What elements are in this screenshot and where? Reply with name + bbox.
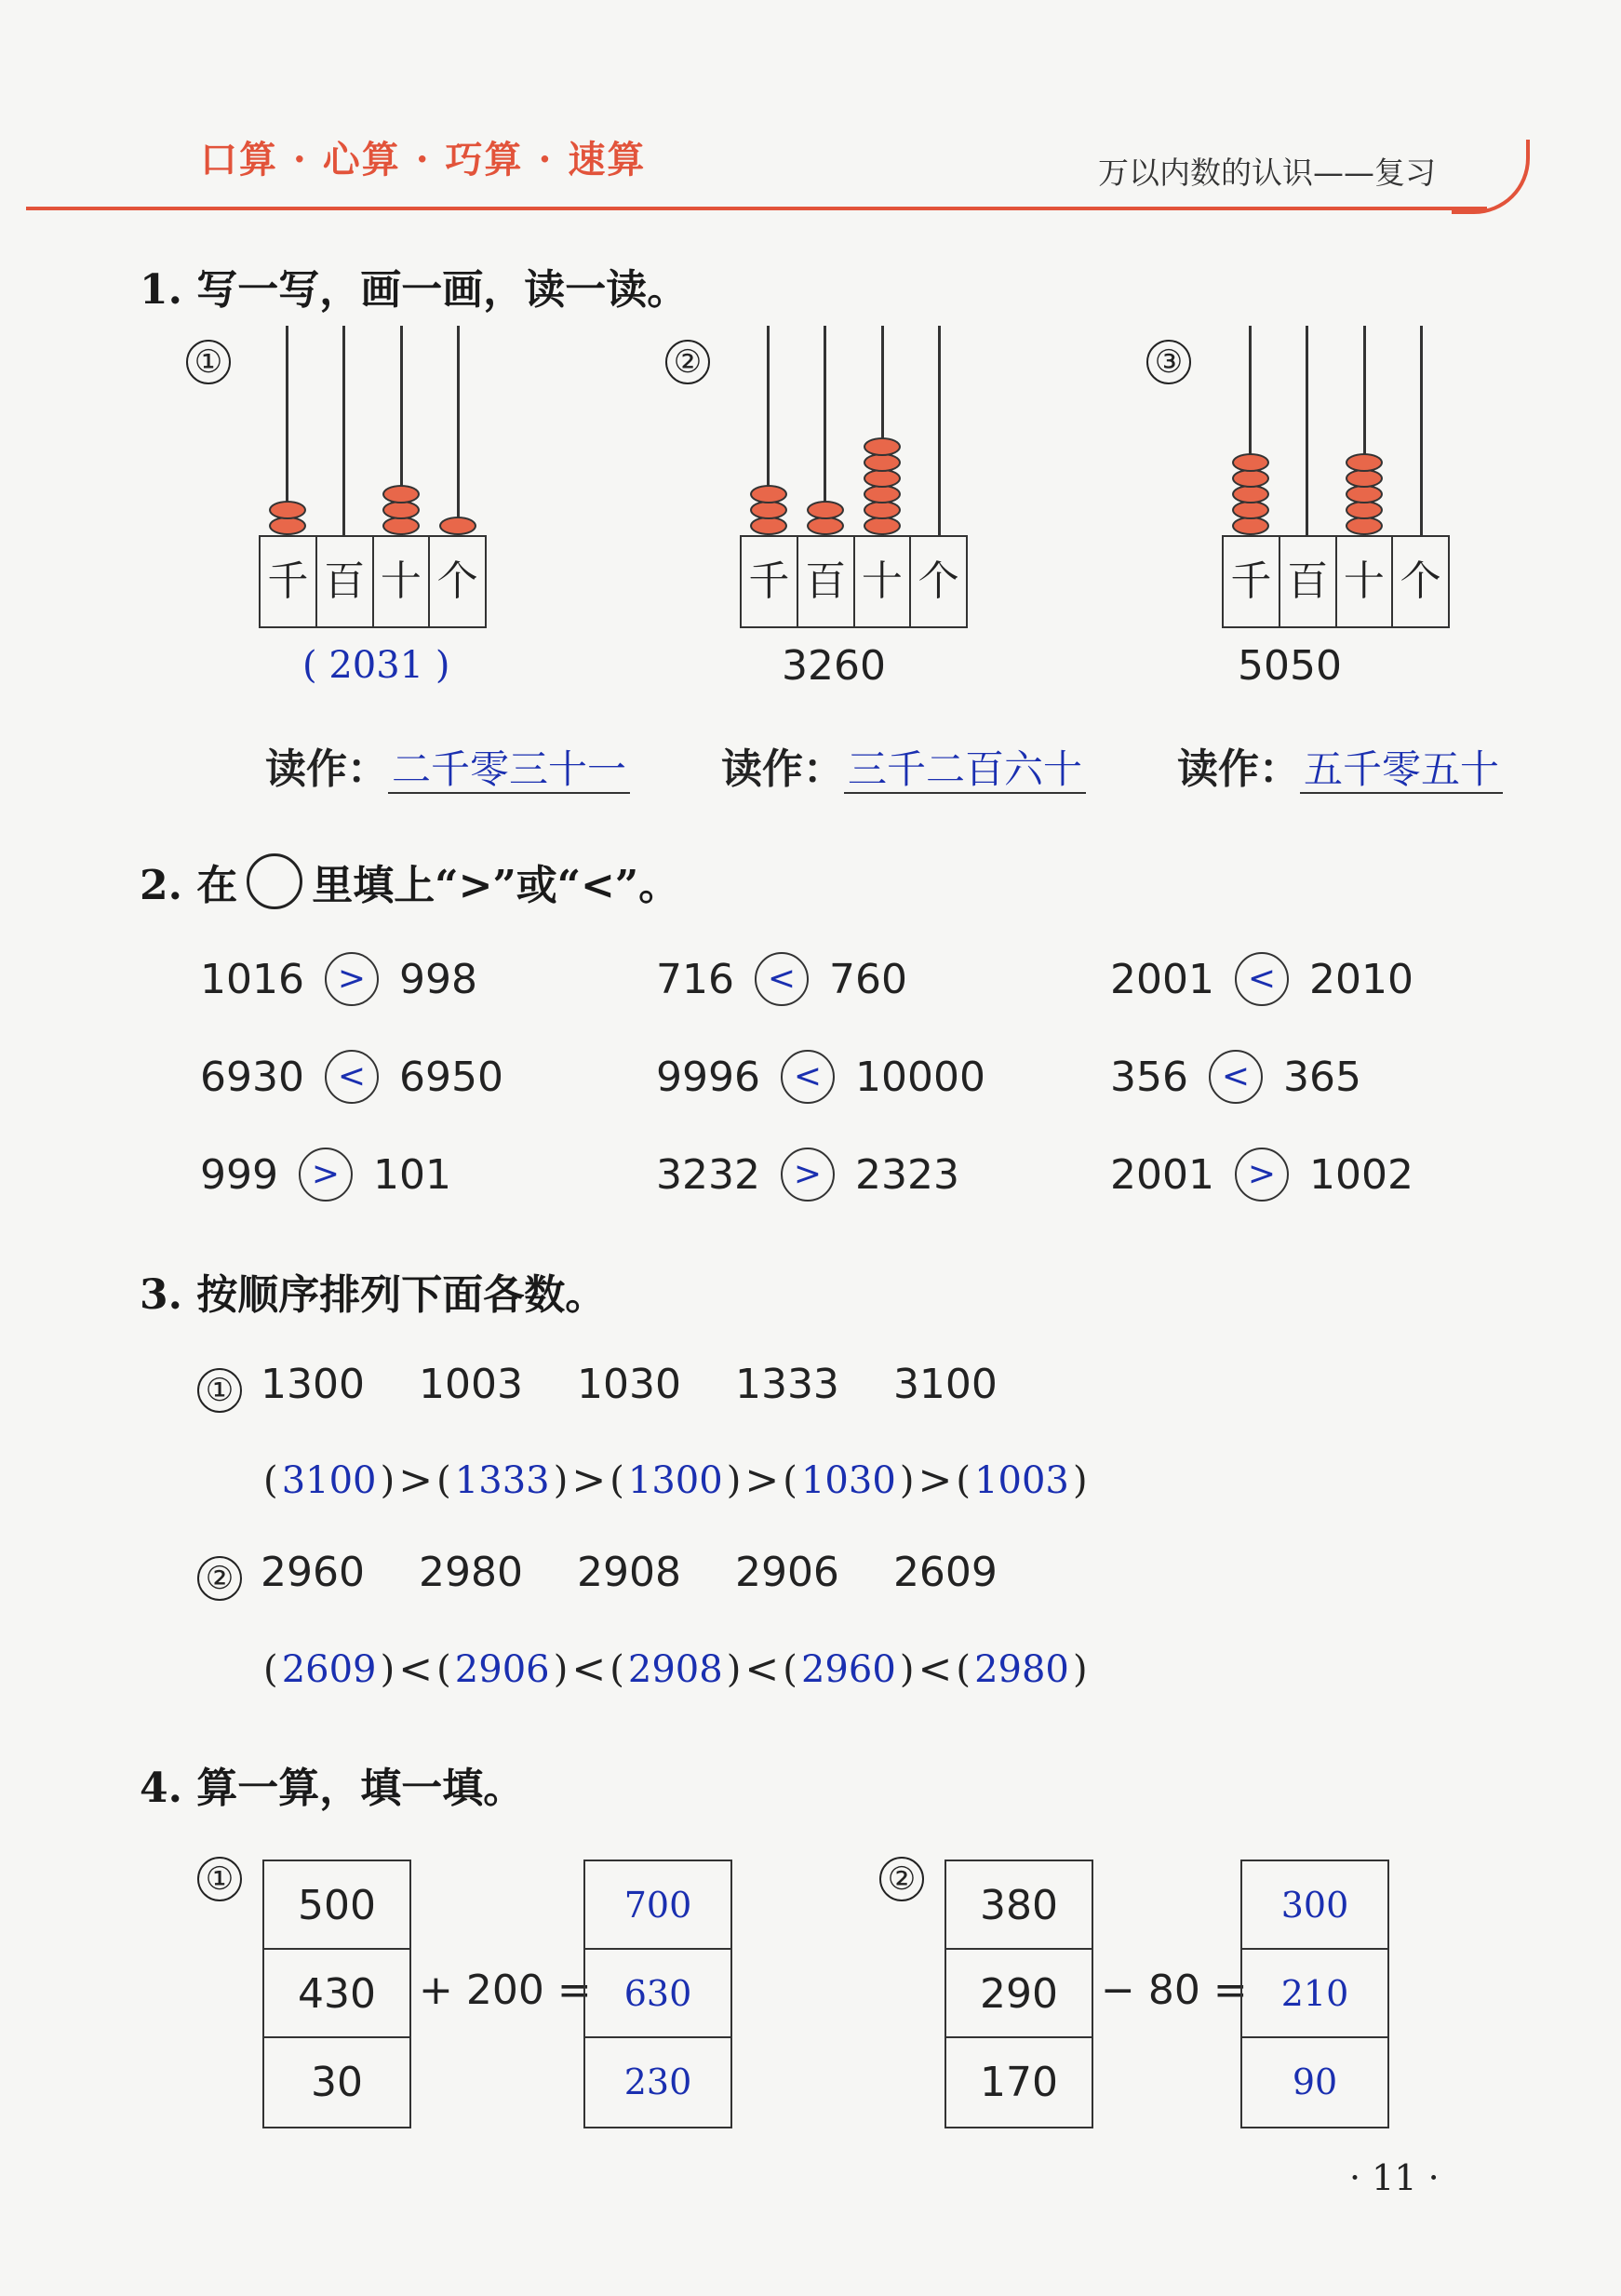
comparison-item xyxy=(1110,952,1413,1006)
abacus-3-bead xyxy=(1232,453,1269,472)
comparison-item xyxy=(1110,1050,1361,1104)
paren-close: ) xyxy=(380,1458,395,1502)
abacus-1-rod xyxy=(457,326,460,535)
abacus-3-bead xyxy=(1346,517,1383,535)
comparison-answer-circle: < xyxy=(325,1050,379,1104)
comparison-item xyxy=(200,1050,503,1104)
place-label: 百 xyxy=(798,537,855,626)
abacus-1-bead xyxy=(382,517,420,535)
comparison-item xyxy=(656,952,907,1006)
abacus-1-value: ( 2031 ) xyxy=(302,644,450,687)
place-label: 千 xyxy=(261,537,317,626)
comparison-item xyxy=(656,1050,985,1104)
abacus-2-bead xyxy=(807,517,844,535)
abacus-2-bead xyxy=(864,517,901,535)
abacus-3-bead xyxy=(1346,501,1383,519)
q3-title: 3. 按顺序排列下面各数。 xyxy=(140,1271,607,1319)
abacus-3-label: ③ xyxy=(1146,340,1191,384)
q3-part1-label: ① xyxy=(197,1368,242,1413)
abacus-3-bead xyxy=(1232,469,1269,488)
comparison-right: 760 xyxy=(828,955,907,1003)
q3-answer-value: 1333 xyxy=(454,1458,550,1502)
paren-open: ( xyxy=(956,1458,971,1502)
comparison-right: 6950 xyxy=(398,1053,503,1101)
q2-title-end: 里填上“>”或“<”。 xyxy=(312,862,680,909)
abacus-2-bead xyxy=(750,501,787,519)
order-symbol: < xyxy=(571,1645,607,1693)
abacus-1-rod xyxy=(342,326,345,535)
comparison-answer-circle: > xyxy=(299,1148,353,1202)
order-symbol: > xyxy=(918,1457,953,1504)
order-symbol: < xyxy=(744,1645,780,1693)
abacus-3-place-box xyxy=(1222,535,1450,628)
abacus-3-rod xyxy=(1306,326,1308,535)
read-2-label: 读作： xyxy=(721,745,844,793)
q4-t2-out-0: 300 xyxy=(1242,1861,1387,1950)
q4-t2-out-1: 210 xyxy=(1242,1950,1387,2038)
abacus-2-rod xyxy=(938,326,941,535)
q1-title: 1. 写一写，画一画，读一读。 xyxy=(140,266,689,314)
read-3 xyxy=(1177,735,1503,795)
read-1-label: 读作： xyxy=(265,745,388,793)
paren-open: ( xyxy=(436,1647,451,1691)
comparison-left: 2001 xyxy=(1110,1150,1214,1199)
comparison-right: 101 xyxy=(372,1150,451,1199)
comparison-left: 1016 xyxy=(200,955,304,1003)
abacus-3-value: 5050 xyxy=(1238,642,1342,690)
paren-open: ( xyxy=(263,1458,278,1502)
abacus-1-bead xyxy=(382,501,420,519)
comparison-right: 2323 xyxy=(854,1150,959,1199)
abacus-2-bead xyxy=(750,517,787,535)
read-3-label: 读作： xyxy=(1177,745,1300,793)
place-label: 千 xyxy=(742,537,798,626)
q3-answer-value: 2908 xyxy=(627,1647,723,1691)
comparison-answer-circle: < xyxy=(755,952,809,1006)
paren-close: ) xyxy=(1072,1458,1088,1502)
paren-close: ) xyxy=(380,1647,395,1691)
read-3-answer: 五千零五十 xyxy=(1300,746,1503,794)
q4-t2-out-2: 90 xyxy=(1292,2061,1338,2102)
comparison-answer-circle: > xyxy=(781,1148,835,1202)
q4-part1-label: ① xyxy=(197,1857,242,1901)
comparison-answer-circle: < xyxy=(1235,952,1289,1006)
paren-close: ) xyxy=(899,1458,915,1502)
place-label: 个 xyxy=(436,557,478,605)
abacus-2-bead xyxy=(864,453,901,472)
abacus-1-bead xyxy=(439,517,476,535)
abacus-2-bead xyxy=(807,501,844,519)
q3-number: 1003 xyxy=(418,1361,523,1408)
paren-close: ) xyxy=(553,1647,569,1691)
q4-table1-input xyxy=(262,1860,411,2128)
comparison-item xyxy=(200,952,477,1006)
order-symbol: > xyxy=(744,1457,780,1504)
paren-close: ) xyxy=(553,1458,569,1502)
paren-close: ) xyxy=(726,1647,742,1691)
q2-title-circle xyxy=(247,853,302,909)
q4-table1-operation: + 200 = xyxy=(419,1967,592,2014)
q2-title xyxy=(140,852,679,911)
paren-close: ) xyxy=(726,1458,742,1502)
header-rule-curve xyxy=(1452,140,1530,214)
q4-table2-output xyxy=(1240,1860,1389,2128)
paren-open: ( xyxy=(436,1458,451,1502)
q4-t2-in-0: 380 xyxy=(946,1861,1092,1950)
q3-answer-value: 3100 xyxy=(281,1458,377,1502)
q3-number: 3100 xyxy=(892,1361,998,1408)
header-left: 口算 · 心算 · 巧算 · 速算 xyxy=(200,138,647,181)
comparison-right: 365 xyxy=(1282,1053,1361,1101)
abacus-3-bead xyxy=(1232,517,1269,535)
abacus-2-bead xyxy=(750,485,787,504)
q3-answer-value: 1030 xyxy=(800,1458,896,1502)
q3-part1-numbers xyxy=(261,1361,998,1408)
q3-number: 1300 xyxy=(261,1361,365,1408)
comparison-right: 2010 xyxy=(1308,955,1413,1003)
q3-number: 2908 xyxy=(576,1549,681,1596)
place-label: 个 xyxy=(1400,557,1441,605)
comparison-right: 10000 xyxy=(854,1053,985,1101)
read-1 xyxy=(265,735,630,795)
q3-part2-label: ② xyxy=(197,1556,242,1601)
q4-t1-out-1: 630 xyxy=(585,1950,730,2038)
comparison-left: 716 xyxy=(656,955,734,1003)
paren-open: ( xyxy=(783,1458,797,1502)
q3-number: 2609 xyxy=(892,1549,998,1596)
comparison-answer-circle: < xyxy=(1209,1050,1263,1104)
paren-open: ( xyxy=(610,1647,624,1691)
q3-part2-answer xyxy=(263,1645,1088,1693)
place-label: 十 xyxy=(1337,537,1394,626)
read-2-answer: 三千二百六十 xyxy=(844,746,1086,794)
paren-close: ) xyxy=(1072,1647,1088,1691)
q3-number: 2906 xyxy=(734,1549,839,1596)
place-label: 千 xyxy=(1224,537,1280,626)
q3-answer-value: 2980 xyxy=(974,1647,1069,1691)
abacus-3-bead xyxy=(1346,485,1383,504)
abacus-3-bead xyxy=(1232,485,1269,504)
abacus-1-label: ① xyxy=(186,340,231,384)
q4-t2-in-1: 290 xyxy=(946,1950,1092,2038)
paren-open: ( xyxy=(956,1647,971,1691)
comparison-left: 356 xyxy=(1110,1053,1188,1101)
q4-part2-label: ② xyxy=(879,1857,924,1901)
comparison-left: 2001 xyxy=(1110,955,1214,1003)
q4-t1-out-2: 230 xyxy=(623,2061,692,2102)
read-2 xyxy=(721,735,1086,795)
abacus-3-bead xyxy=(1346,453,1383,472)
comparison-left: 9996 xyxy=(656,1053,760,1101)
q4-table1-output xyxy=(583,1860,732,2128)
q4-t1-in-2: 30 xyxy=(311,2059,363,2106)
comparison-answer-circle: > xyxy=(325,952,379,1006)
comparison-left: 6930 xyxy=(200,1053,304,1101)
place-label: 百 xyxy=(317,537,374,626)
abacus-3-rod xyxy=(1420,326,1423,535)
comparison-item xyxy=(200,1148,451,1202)
abacus-2-place-box xyxy=(740,535,968,628)
abacus-1-bead xyxy=(382,485,420,504)
read-1-answer: 二千零三十一 xyxy=(388,746,630,794)
abacus-2-bead xyxy=(864,469,901,488)
q3-answer-value: 2960 xyxy=(800,1647,896,1691)
q4-t1-out-0: 700 xyxy=(585,1861,730,1950)
q4-title: 4. 算一算，填一填。 xyxy=(140,1765,525,1812)
abacus-1-place-box xyxy=(259,535,487,628)
abacus-2-bead xyxy=(864,437,901,456)
q3-number: 1030 xyxy=(576,1361,681,1408)
header-rule xyxy=(26,207,1487,210)
comparison-item xyxy=(656,1148,959,1202)
comparison-right: 998 xyxy=(398,955,477,1003)
place-label: 个 xyxy=(918,557,959,605)
page-number: · 11 · xyxy=(1349,2157,1440,2198)
comparison-right: 1002 xyxy=(1308,1150,1413,1199)
order-symbol: > xyxy=(398,1457,434,1504)
abacus-2-bead xyxy=(864,485,901,504)
place-label: 十 xyxy=(855,537,912,626)
q4-table2-operation: − 80 = xyxy=(1101,1967,1248,2014)
order-symbol: < xyxy=(918,1645,953,1693)
q3-answer-value: 2609 xyxy=(281,1647,377,1691)
q3-answer-value: 2906 xyxy=(454,1647,550,1691)
q2-title-start: 2. 在 xyxy=(140,862,238,909)
q4-t1-in-1: 430 xyxy=(264,1950,409,2038)
abacus-2-label: ② xyxy=(665,340,710,384)
paren-close: ) xyxy=(899,1647,915,1691)
abacus-3-bead xyxy=(1346,469,1383,488)
comparison-answer-circle: > xyxy=(1235,1148,1289,1202)
q3-number: 2980 xyxy=(418,1549,523,1596)
abacus-2-bead xyxy=(864,501,901,519)
paren-open: ( xyxy=(263,1647,278,1691)
order-symbol: > xyxy=(571,1457,607,1504)
abacus-2-value: 3260 xyxy=(782,642,886,690)
comparison-answer-circle: < xyxy=(781,1050,835,1104)
abacus-1-bead xyxy=(269,517,306,535)
q3-part2-numbers xyxy=(261,1549,998,1596)
paren-open: ( xyxy=(610,1458,624,1502)
place-label: 百 xyxy=(1280,537,1337,626)
abacus-3-bead xyxy=(1232,501,1269,519)
q4-table2-input xyxy=(944,1860,1093,2128)
abacus-1-bead xyxy=(269,501,306,519)
comparison-left: 999 xyxy=(200,1150,278,1199)
place-label: 十 xyxy=(374,537,431,626)
q3-number: 2960 xyxy=(261,1549,365,1596)
q3-number: 1333 xyxy=(734,1361,839,1408)
q3-answer-value: 1300 xyxy=(627,1458,723,1502)
q3-part1-answer xyxy=(263,1457,1088,1504)
q4-t2-in-2: 170 xyxy=(980,2059,1058,2106)
comparison-left: 3232 xyxy=(656,1150,760,1199)
comparison-item xyxy=(1110,1148,1413,1202)
q4-t1-in-0: 500 xyxy=(264,1861,409,1950)
paren-open: ( xyxy=(783,1647,797,1691)
order-symbol: < xyxy=(398,1645,434,1693)
header-right: 万以内数的认识——复习 xyxy=(1098,154,1436,191)
q3-answer-value: 1003 xyxy=(974,1458,1069,1502)
